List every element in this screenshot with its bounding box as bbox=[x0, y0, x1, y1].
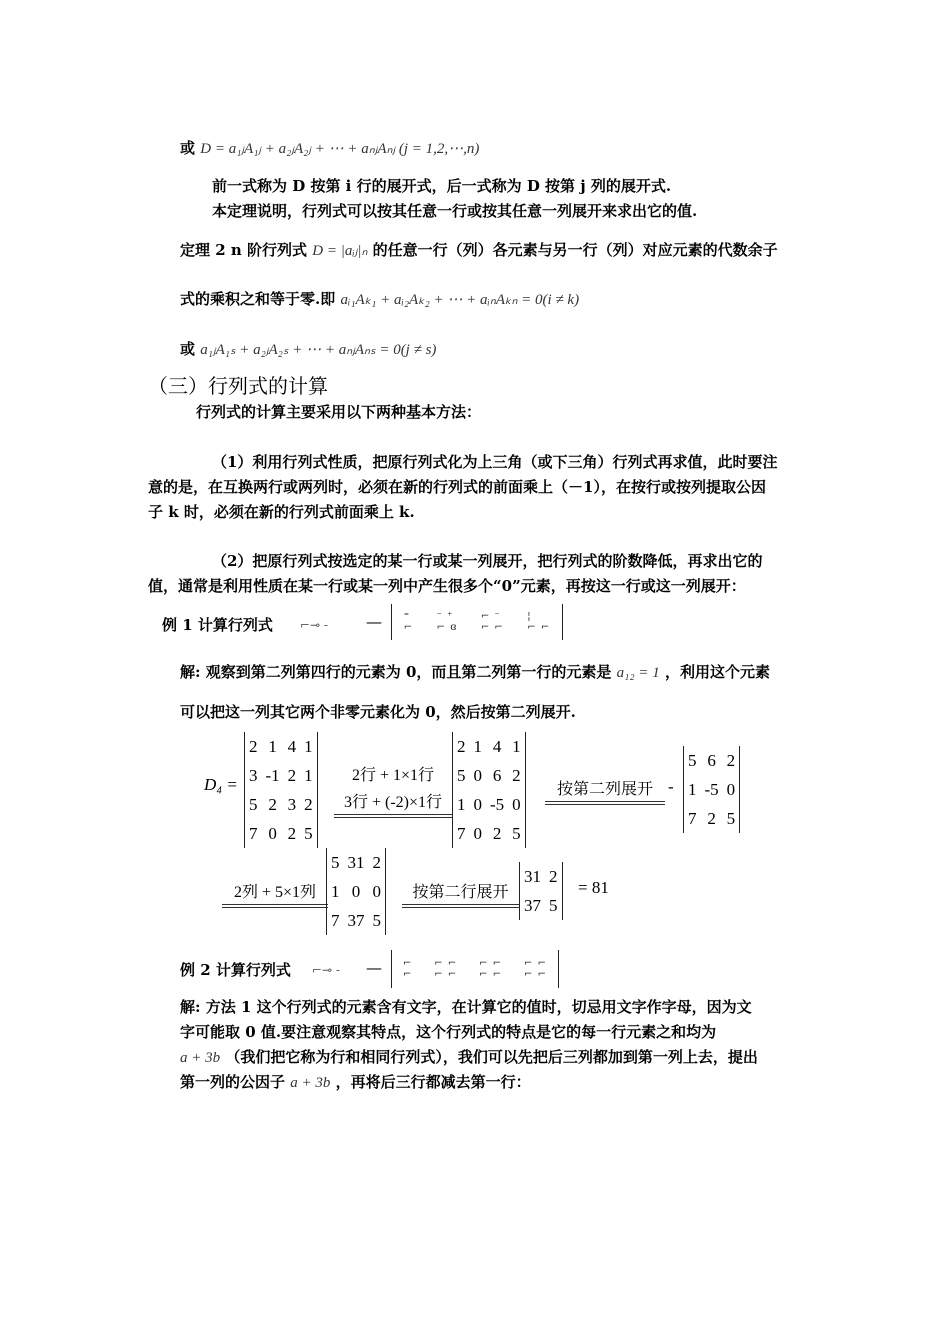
matrix-cell: 31 bbox=[347, 852, 365, 872]
line-explain: 前一式称为 D 按第 i 行的展开式，后一式称为 D 按第 j 列的展开式. bbox=[212, 177, 672, 195]
method-1-line-1: （1）利用行列式性质，把原行列式化为上三角（或下三角）行列式再求值，此时要注 bbox=[212, 453, 778, 471]
matrix-cell: 2 bbox=[268, 794, 277, 814]
theorem-2: 定理 2 n 阶行列式 D = |aᵢⱼ|ₙ 的任意一行（列）各元素与另一行（列）对应元素的代数余子 bbox=[180, 241, 778, 259]
matrix-cell: 6 bbox=[707, 750, 716, 770]
matrix-cell: 0 bbox=[372, 881, 381, 901]
matrix-cell: -5 bbox=[490, 794, 505, 814]
theorem-2-cont: 式的乘积之和等于零.即 aᵢ₁Aₖ₁ + aᵢ₂Aₖ₂ + ⋯ + aᵢₙAₖₙ = 0(i ≠ k) bbox=[180, 290, 580, 308]
section-heading: （三）行列式的计算 bbox=[148, 374, 328, 398]
matrix-cell: 37 bbox=[347, 910, 365, 930]
solution-2-line-3: a + 3b （我们把它称为行和相同行列式），我们可以先把后三列都加到第一列上去，提出 bbox=[180, 1048, 758, 1066]
matrix-cell: 0 bbox=[726, 779, 736, 799]
matrix-cell: 3 bbox=[287, 794, 297, 814]
solution-2-line-1: 解: 方法 1 这个行列式的元素含有文字，在计算它的值时，切忌用文字作字母，因为文 bbox=[180, 998, 752, 1016]
matrix-cell: 37 bbox=[524, 895, 541, 915]
op-expand-row-2: 按第二行展开 bbox=[402, 879, 519, 910]
example-1-placeholder-glyph: ⌐⊸ - bbox=[300, 618, 328, 632]
matrix-cell: 5 bbox=[726, 808, 736, 828]
example-2-determinant: ⌐ ⌐ ⌐ ⌐ ⌐ ⌐ ⌐ ⌐ ⌐ ⌐ ⌐ ⌐ ⌐ ⌐ bbox=[391, 950, 559, 988]
matrix-cell: 0 bbox=[473, 823, 482, 843]
matrix-cell: 7 bbox=[457, 823, 466, 843]
det-m5 bbox=[519, 862, 563, 920]
matrix-cell: 5 bbox=[304, 823, 313, 843]
d4-label: D₄ = bbox=[204, 775, 238, 794]
matrix-row bbox=[520, 891, 562, 920]
matrix-cell: -1 bbox=[265, 765, 280, 785]
matrix-cell: 2 bbox=[726, 750, 736, 770]
methods-intro: 行列式的计算主要采用以下两种基本方法： bbox=[196, 403, 482, 421]
line-or-1: 或 D = a₁ⱼA₁ⱼ + a₂ⱼA₂ⱼ + ⋯ + aₙⱼAₙⱼ (j = 1,2,⋯,n) bbox=[180, 139, 480, 157]
matrix-row bbox=[453, 819, 525, 848]
matrix-cell: 2 bbox=[492, 823, 502, 843]
matrix-row bbox=[245, 761, 317, 790]
matrix-row bbox=[684, 775, 739, 804]
matrix-cell: 2 bbox=[304, 794, 313, 814]
formula-row-zero: aᵢ₁Aₖ₁ + aᵢ₂Aₖ₂ + ⋯ + aᵢₙAₖₙ = 0(i ≠ k) bbox=[340, 292, 580, 308]
matrix-cell: 4 bbox=[492, 736, 502, 756]
matrix-row bbox=[245, 819, 317, 848]
matrix-cell: 0 bbox=[268, 823, 277, 843]
matrix-cell: 1 bbox=[457, 794, 466, 814]
solution-2-line-2: 字可能取 0 值.要注意观察其特点，这个行列式的特点是它的每一行元素之和均为 bbox=[180, 1023, 717, 1041]
matrix-cell: 5 bbox=[457, 765, 466, 785]
matrix-cell: 6 bbox=[492, 765, 502, 785]
matrix-cell: 5 bbox=[512, 823, 521, 843]
matrix-cell: 5 bbox=[331, 852, 340, 872]
solution-1-line-1: 解: 观察到第二列第四行的元素为 0，而且第二列第一行的元素是 a₁₂ = 1 ，利用这个元素 bbox=[180, 663, 770, 681]
method-2-line-1: （2）把原行列式按选定的某一行或某一列展开，把行列式的阶数降低，再求出它的 bbox=[212, 552, 763, 570]
matrix-cell: 1 bbox=[331, 881, 340, 901]
op-col-ops: 2列 + 5×1列 bbox=[222, 879, 328, 910]
line-or-2: 或 a₁ⱼA₁ₛ + a₂ⱼA₂ₛ + ⋯ + aₙⱼAₙₛ = 0(j ≠ s) bbox=[180, 340, 437, 358]
det-m2 bbox=[452, 732, 526, 848]
matrix-cell: 2 bbox=[287, 823, 297, 843]
op-row-ops: 2行 + 1×1行 3行 + (-2)×1行 bbox=[334, 762, 452, 820]
example-2-label: 例 2 计算行列式 bbox=[180, 961, 291, 979]
method-1-line-2: 意的是，在互换两行或两列时，必须在新的行列式的前面乘上（－1），在按行或按列提取公因 bbox=[148, 478, 766, 496]
matrix-cell: 31 bbox=[524, 866, 541, 886]
example-2-equals: — bbox=[366, 958, 382, 977]
matrix-cell: 2 bbox=[549, 866, 558, 886]
det-m1 bbox=[244, 732, 318, 848]
example-1-label: 例 1 计算行列式 bbox=[162, 616, 273, 634]
matrix-cell: 1 bbox=[268, 736, 277, 756]
matrix-cell: 2 bbox=[512, 765, 521, 785]
matrix-row bbox=[453, 761, 525, 790]
matrix-cell: 0 bbox=[351, 881, 361, 901]
matrix-row bbox=[327, 877, 385, 906]
matrix-row bbox=[453, 790, 525, 819]
matrix-cell: 1 bbox=[304, 736, 313, 756]
matrix-cell: 2 bbox=[287, 765, 297, 785]
matrix-row bbox=[453, 732, 525, 761]
det-m4 bbox=[326, 848, 386, 935]
matrix-cell: 5 bbox=[688, 750, 697, 770]
formula-a3b: a + 3b bbox=[180, 1050, 221, 1066]
matrix-cell: 1 bbox=[473, 736, 482, 756]
matrix-cell: 0 bbox=[512, 794, 521, 814]
matrix-cell: 7 bbox=[249, 823, 258, 843]
solution-1-line-2: 可以把这一列其它两个非零元素化为 0，然后按第二列展开. bbox=[180, 703, 576, 721]
formula-det-n: D = |aᵢⱼ|ₙ bbox=[312, 243, 368, 259]
matrix-cell: 7 bbox=[331, 910, 340, 930]
matrix-row bbox=[520, 862, 562, 891]
matrix-cell: 2 bbox=[457, 736, 466, 756]
formula-column-expansion: D = a₁ⱼA₁ⱼ + a₂ⱼA₂ⱼ + ⋯ + aₙⱼAₙⱼ (j = 1,2,⋯,n) bbox=[200, 141, 480, 157]
matrix-cell: 5 bbox=[249, 794, 258, 814]
matrix-cell: 2 bbox=[372, 852, 381, 872]
method-2-line-2: 值，通常是利用性质在某一行或某一列中产生很多个“0”元素，再按这一行或这一列展开： bbox=[148, 577, 746, 595]
matrix-cell: 0 bbox=[473, 794, 482, 814]
matrix-cell: 5 bbox=[549, 895, 558, 915]
example-1-determinant: ⁼ ⌐ ⁻ ⁺ ⌐ ɞ ⌐ ⁻ ⌐ ⌐ ¦ ⌐ ⌐ bbox=[391, 604, 563, 640]
matrix-cell: 3 bbox=[249, 765, 258, 785]
matrix-cell: 7 bbox=[688, 808, 697, 828]
formula-a12: a₁₂ = 1 bbox=[616, 665, 660, 681]
example-1-equals: — bbox=[366, 612, 382, 631]
matrix-cell: 4 bbox=[287, 736, 297, 756]
matrix-cell: -5 bbox=[704, 779, 719, 799]
matrix-row bbox=[245, 732, 317, 761]
method-1-line-3: 子 k 时，必须在新的行列式前面乘上 k. bbox=[148, 503, 415, 521]
det-m3 bbox=[683, 746, 740, 833]
op-expand-col-2: 按第二列展开 bbox=[545, 776, 665, 807]
matrix-cell: 1 bbox=[304, 765, 313, 785]
matrix-cell: 2 bbox=[707, 808, 716, 828]
matrix-row bbox=[245, 790, 317, 819]
matrix-row bbox=[327, 906, 385, 935]
matrix-row bbox=[684, 804, 739, 833]
solution-2-line-4: 第一列的公因子 a + 3b ，再将后三行都减去第一行： bbox=[180, 1073, 531, 1091]
formula-a3b-2: a + 3b bbox=[290, 1075, 331, 1091]
matrix-cell: 5 bbox=[372, 910, 381, 930]
matrix-cell: 0 bbox=[473, 765, 482, 785]
matrix-cell: 1 bbox=[512, 736, 521, 756]
matrix-cell: 2 bbox=[249, 736, 258, 756]
line-theorem-note: 本定理说明，行列式可以按其任意一行或按其任意一列展开来求出它的值. bbox=[212, 202, 698, 220]
matrix-cell: 1 bbox=[688, 779, 697, 799]
matrix-row bbox=[684, 746, 739, 775]
formula-col-zero: a₁ⱼA₁ₛ + a₂ⱼA₂ₛ + ⋯ + aₙⱼAₙₛ = 0(j ≠ s) bbox=[200, 342, 437, 358]
matrix-row bbox=[327, 848, 385, 877]
example-2-placeholder-glyph: ⌐⊸ - bbox=[312, 963, 340, 977]
result-value: = 81 bbox=[578, 878, 609, 897]
minus-sign: - bbox=[668, 777, 674, 796]
